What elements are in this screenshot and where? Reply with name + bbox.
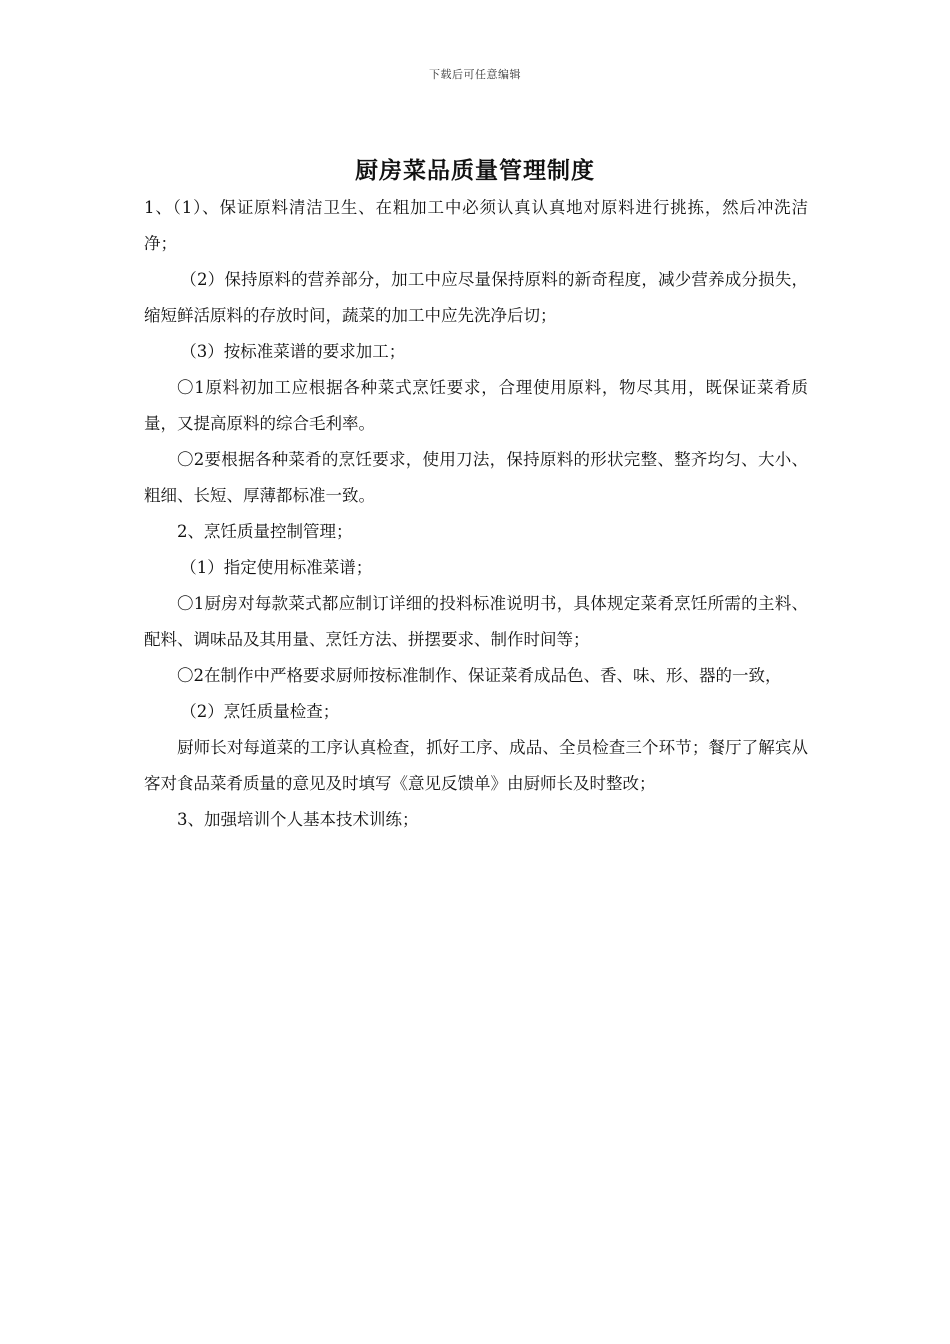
- paragraph-2-1: （1）指定使用标准菜谱；: [180, 558, 373, 577]
- paragraph-1-3-a: 〇1原料初加工应根据各种菜式烹饪要求，合理使用原料，物尽其用，既保证菜肴质量，又提高原料的综合毛利率。: [144, 378, 808, 433]
- paragraph-2-1-a: 〇1厨房对每款菜式都应制订详细的投料标准说明书，具体规定菜肴烹饪所需的主料、配料、调味品及其用量、烹饪方法、拼摆要求、制作时间等；: [144, 594, 808, 649]
- document-title: 厨房菜品质量管理制度: [355, 157, 595, 184]
- paragraph-1-2: （2）保持原料的营养部分，加工中应尽量保持原料的新奇程度，减少营养成分损失，缩短鲜活原料的存放时间，蔬菜的加工中应先洗净后切；: [144, 270, 808, 325]
- paragraph-2: 2、烹饪质量控制管理；: [177, 522, 353, 541]
- paragraph-1-3-b: 〇2要根据各种菜肴的烹饪要求，使用刀法，保持原料的形状完整、整齐均匀、大小、粗细、长短、厚薄都标准一致。: [144, 450, 808, 505]
- paragraph-1-3: （3）按标准菜谱的要求加工；: [180, 342, 406, 361]
- paragraph-2-2: （2）烹饪质量检查；: [180, 702, 340, 721]
- document-body: [144, 190, 808, 838]
- header-note: 下载后可任意编辑: [429, 68, 521, 81]
- paragraph-3: 3、加强培训个人基本技术训练；: [177, 810, 419, 829]
- paragraph-2-2-text: 厨师长对每道菜的工序认真检查，抓好工序、成品、全员检查三个环节；餐厅了解宾从客对食品菜肴质量的意见及时填写《意见反馈单》由厨师长及时整改；: [144, 738, 808, 793]
- paragraph-1-1: 1、（1）、保证原料清洁卫生、在粗加工中必须认真认真地对原料进行挑拣，然后冲洗洁净；: [144, 198, 808, 253]
- paragraph-2-1-b: 〇2在制作中严格要求厨师按标准制作、保证菜肴成品色、香、味、形、器的一致，: [177, 666, 782, 685]
